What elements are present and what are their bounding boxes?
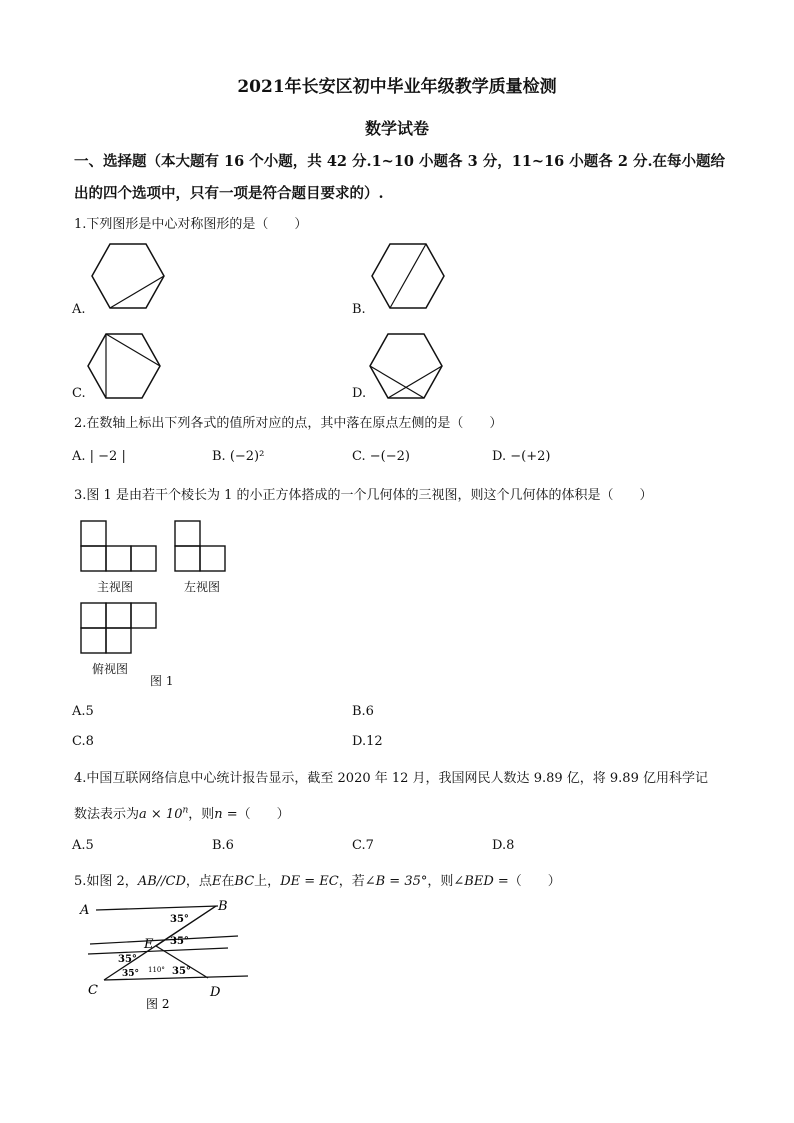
q1-option-b[interactable]: B. xyxy=(352,302,366,317)
q5-figure-2 xyxy=(78,896,258,1012)
angle-label-1: 35° xyxy=(170,914,189,925)
exam-title: 2021年长安区初中毕业年级教学质量检测 xyxy=(237,77,557,97)
label-d: D xyxy=(210,985,221,1000)
q4-option-b[interactable]: B.6 xyxy=(212,838,234,853)
q1-hexagon-a xyxy=(90,240,170,316)
q3-figure-caption: 图 1 xyxy=(150,674,174,688)
angle-label-5: 110° xyxy=(148,966,165,974)
line-ab xyxy=(96,906,218,910)
angle-label-4: 35° xyxy=(122,969,140,979)
angle-label-6: 35° xyxy=(172,966,191,977)
label-b: B xyxy=(218,899,228,914)
q3-top-view xyxy=(80,602,160,656)
q3-option-a[interactable]: A.5 xyxy=(72,704,94,719)
q1-hexagon-c xyxy=(86,330,166,406)
q3-top-view-label: 俯视图 xyxy=(92,662,129,676)
label-c: C xyxy=(88,983,98,998)
label-a: A xyxy=(80,903,90,918)
q3-option-d[interactable]: D.12 xyxy=(352,734,383,749)
section-heading-line1: 一、选择题（本大题有 16 个小题，共 42 分.1~10 小题各 3 分，11~16 小题各 2 分.在每小题给 xyxy=(74,153,726,170)
q1-option-c[interactable]: C. xyxy=(72,386,86,401)
q1-option-a[interactable]: A. xyxy=(72,302,86,317)
q2-option-b[interactable]: B. (−2)² xyxy=(212,449,265,464)
q1-option-d[interactable]: D. xyxy=(352,386,367,401)
question-3-stem: 3.图 1 是由若干个棱长为 1 的小正方体搭成的一个几何体的三视图，则这个几何体的体积是（ ） xyxy=(74,488,653,503)
q3-front-view xyxy=(80,520,160,574)
question-1-stem: 1.下列图形是中心对称图形的是（ ） xyxy=(74,217,308,232)
q1-hexagon-d xyxy=(368,330,448,406)
section-heading-line2: 出的四个选项中，只有一项是符合题目要求的）. xyxy=(74,185,384,202)
exam-subtitle: 数学试卷 xyxy=(364,119,429,138)
q2-option-d[interactable]: D. −(+2) xyxy=(492,449,551,464)
label-e: E xyxy=(144,937,154,952)
q1-hexagon-b xyxy=(370,240,450,316)
q3-option-b[interactable]: B.6 xyxy=(352,704,374,719)
question-4-stem-line2: 数法表示为$a \times 10^n$，则n =（ ） xyxy=(74,805,290,822)
q4-option-a[interactable]: A.5 xyxy=(72,838,94,853)
q4-option-d[interactable]: D.8 xyxy=(492,838,515,853)
q3-front-view-label: 主视图 xyxy=(97,580,134,594)
q3-left-view xyxy=(174,520,230,574)
q2-option-c[interactable]: C. −(−2) xyxy=(352,449,410,464)
angle-label-2: 35° xyxy=(170,936,189,947)
figure-2-caption: 图 2 xyxy=(146,997,170,1011)
q3-left-view-label: 左视图 xyxy=(184,580,221,594)
q4-option-c[interactable]: C.7 xyxy=(352,838,374,853)
question-4-stem-line1: 4.中国互联网络信息中心统计报告显示，截至 2020 年 12 月，我国网民人数达 9.89 亿，将 9.89 亿用科学记 xyxy=(74,771,708,786)
question-5-stem: 5.如图 2，AB//CD，点E在BC上，DE = EC，若∠B = 35°，则∠BED =（ ） xyxy=(74,874,561,889)
q3-option-c[interactable]: C.8 xyxy=(72,734,94,749)
q2-option-a[interactable]: A. | −2 | xyxy=(72,449,126,464)
angle-label-3: 35° xyxy=(118,954,137,965)
line-through-e-lower xyxy=(88,948,228,954)
question-2-stem: 2.在数轴上标出下列各式的值所对应的点，其中落在原点左侧的是（ ） xyxy=(74,416,503,431)
